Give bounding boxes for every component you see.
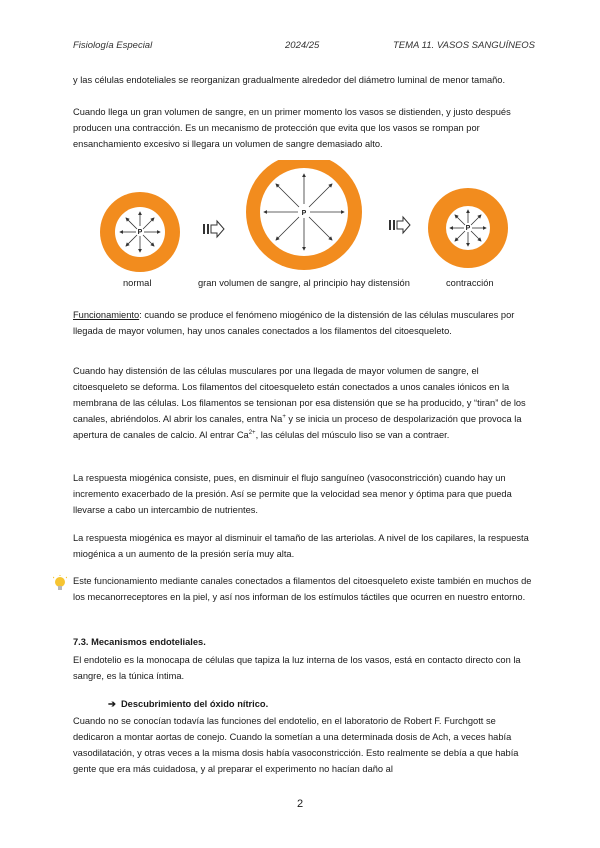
- pressure-label-normal: P: [137, 229, 143, 236]
- page-number: 2: [296, 798, 304, 810]
- vessel-contracted: [428, 188, 508, 268]
- section-title: 7.3. Mecanismos endoteliales.: [73, 637, 206, 647]
- cytoskeleton-text-b: y se inicia un proceso de despolarización que provoca la apertura de canales de calcio. Al entrar Ca: [73, 414, 522, 440]
- cytoskeleton-text-a: Cuando hay distensión de las células musculares por una llegada de mayor volumen de sangre, el citoesqueleto se deforma. Los filamentos del citoesqueleto están conectados a unos canales iónicos en la membrana de las células. Los filamentos se tensionan por esa distensión que se ha producido, y “tiran” de los canales, abriéndolos. Al abrir los canales, entra Na: [73, 366, 526, 424]
- paragraph-reorganization: y las células endoteliales se reorganizan gradualmente alrededor del diámetro luminal de menor tamaño.: [73, 75, 506, 85]
- arrow-right-icon: ➔: [108, 699, 116, 709]
- header-topic: TEMA 11. VASOS SANGUÍNEOS: [393, 40, 536, 51]
- subheading-text: Descubrimiento del óxido nítrico.: [120, 699, 269, 709]
- header-subject: Fisiología Especial: [73, 40, 153, 51]
- calcium-charge: 2+: [248, 429, 256, 436]
- vessel-normal: [100, 192, 180, 272]
- caption-normal: normal: [123, 278, 152, 288]
- cytoskeleton-text-c: , las células del músculo liso se van a contraer.: [255, 430, 450, 440]
- paragraph-myogenic-response: La respuesta miogénica consiste, pues, en disminuir el flujo sanguíneo (vasoconstricción) cuando hay un incremento exacerbado de la presión. Así se permite que la velocidad sea menor y óptima para que pueda llevarse a cabo un intercambio de nutrientes.: [73, 473, 512, 515]
- lightbulb-icon: [53, 575, 67, 593]
- paragraph-endothelium: El endotelio es la monocapa de células que tapiza la luz interna de los vasos, está en contacto directo con la sangre, es la túnica íntima.: [73, 655, 521, 681]
- process-arrow-2: [389, 217, 410, 233]
- pressure-label-contracted: P: [465, 225, 471, 232]
- paragraph-cytoskeleton: [73, 363, 533, 443]
- subheading-nitric-oxide: [108, 696, 568, 712]
- myogenic-response-figure: [0, 160, 600, 280]
- paragraph-mechanoreceptors: Este funcionamiento mediante canales conectados a filamentos del citoesqueleto existe también en muchos de los mecanorreceptores en la piel, y así nos informan de los estímulos táctiles que ocurren en nuestro entorno.: [73, 576, 532, 602]
- funcionamiento-label: Funcionamiento: [73, 310, 140, 320]
- sodium-charge: +: [282, 413, 286, 420]
- paragraph-furchgott: Cuando no se conocían todavía las funciones del endotelio, en el laboratorio de Robert F. Furchgott se dedicaron a montar aortas de conejo. Cuando la sometían a una determinada dosis de Ach, a veces había vasodilatación, y otras veces a la misma dosis había vasoconstricción. Esto realmente se debía a que había gente que era más cuidadosa, y al preparar el experimento no hacían daño al: [73, 716, 519, 774]
- pressure-label-distended: P: [301, 210, 307, 217]
- paragraph-arterioles: La respuesta miogénica es mayor al disminuir el tamaño de las arteriolas. A nivel de los capilares, la respuesta miogénica a un aumento de la presión sería muy alta.: [73, 533, 529, 559]
- process-arrow-1: [203, 221, 224, 237]
- paragraph-funcionamiento: [73, 307, 533, 339]
- caption-contraction: contracción: [446, 278, 494, 288]
- caption-distension: gran volumen de sangre, al principio hay distensión: [198, 278, 410, 288]
- paragraph-distension: Cuando llega un gran volumen de sangre, en un primer momento los vasos se distienden, y justo después producen una contracción. Es un mecanismo de protección que evita que los vasos se rompan por ensanchamiento excesivo si llegara un volumen de sangre demasiado alto.: [73, 107, 511, 149]
- header-year: 2024/25: [285, 40, 320, 51]
- vessel-distended: [246, 160, 362, 270]
- funcionamiento-text: : cuando se produce el fenómeno miogénico de la distensión de las células musculares por llegada de mayor volumen, hay unos canales conectados a los filamentos del citoesqueleto.: [73, 310, 515, 336]
